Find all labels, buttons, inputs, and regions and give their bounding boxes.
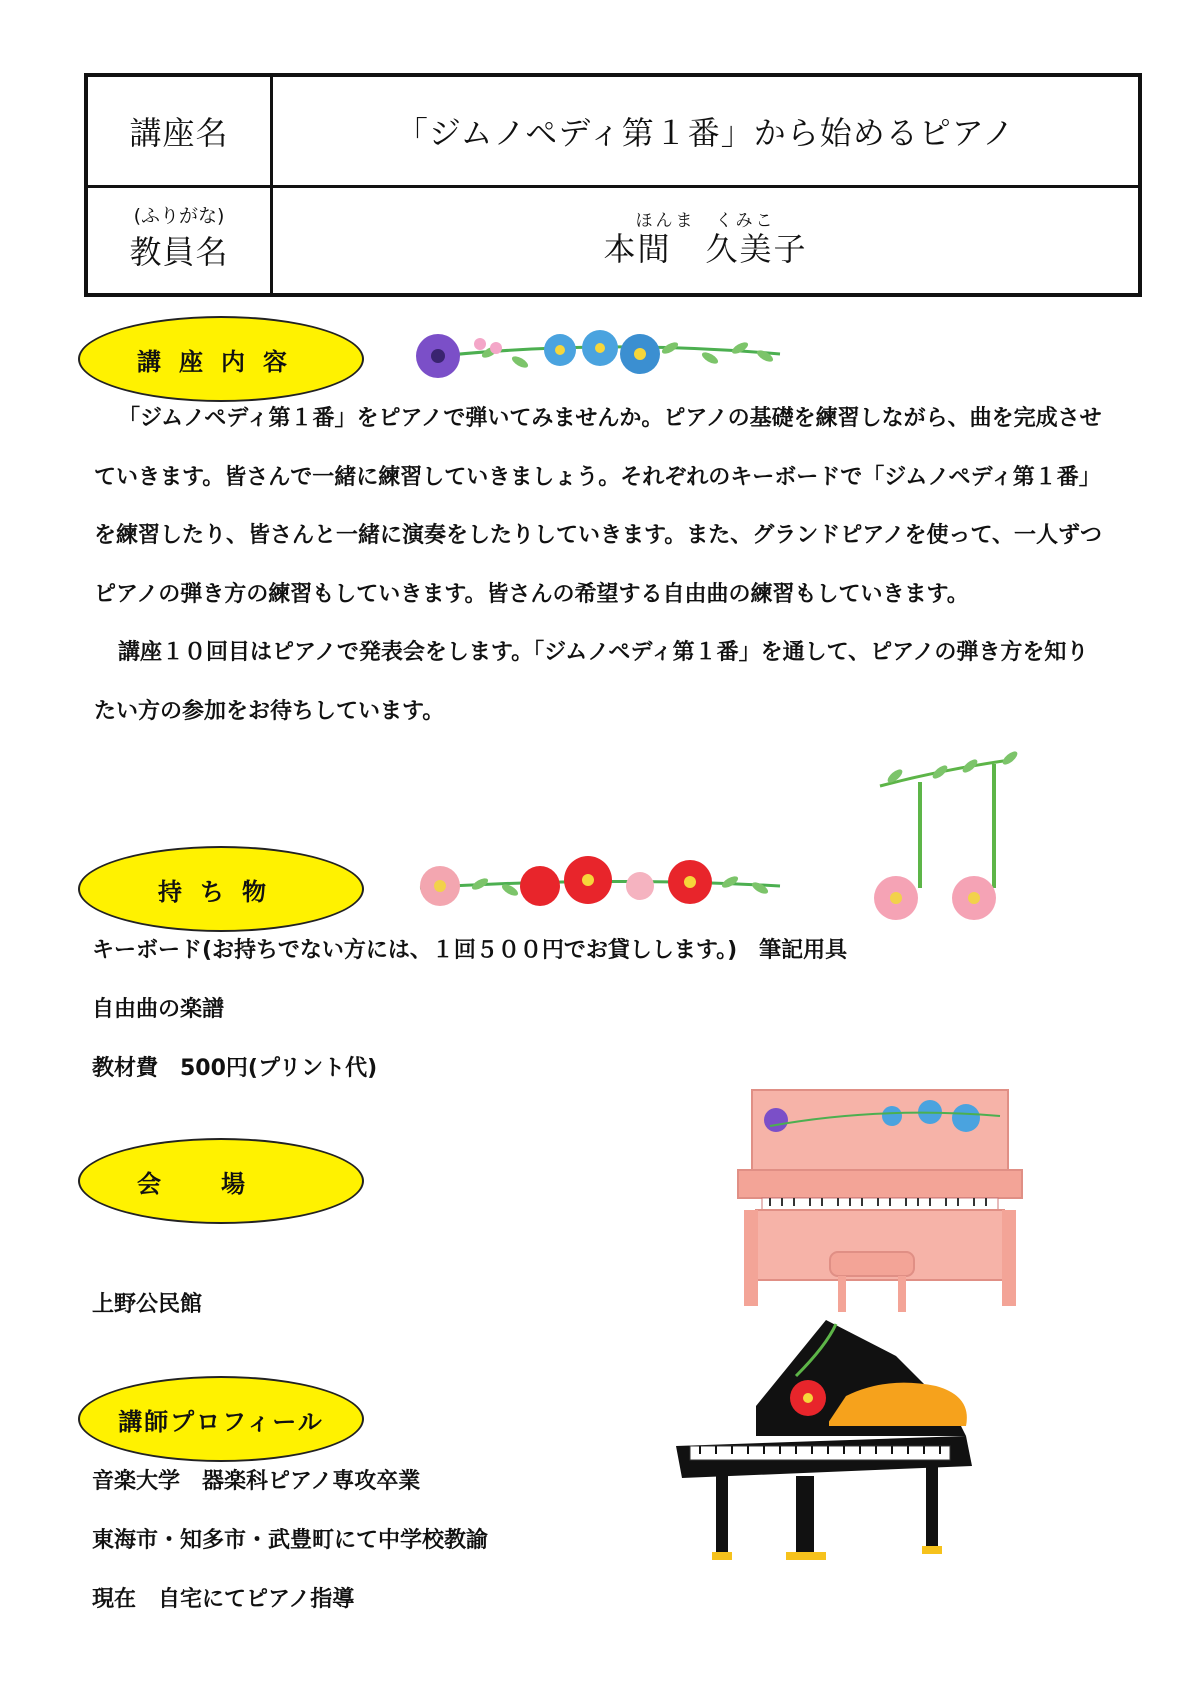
teacher-ruby: ほんま くみこ [635,211,776,231]
content-paragraph: 「ジムノペディ第１番」をピアノで弾いてみませんか。ピアノの基礎を練習しながら、曲を完成させていきます。皆さんで一緒に練習していきましょう。それぞれのキーボードで「ジムノペディ第１番」を練習したり、皆さんと一緒に演奏をしたりしていきます。また、グランドピアノを使って、一人ずつピアノの弾き方の練習もしていきます。皆さんの希望する自由曲の練習もしていきます。 [94,406,1103,607]
venue-heading: 会場 [78,1138,364,1224]
teacher-name-cell [273,185,1138,293]
course-title: 「ジムノペディ第１番」から始めるピアノ [395,114,1016,152]
course-title-cell [273,77,1138,185]
flower-garland-icon [410,318,790,390]
course-label: 講座名 [129,114,229,152]
belongings-line: 教材費 500円(プリント代) [92,1056,378,1081]
teacher-row [88,185,1138,293]
profile-line: 東海市・知多市・武豊町にて中学校教諭 [92,1528,489,1553]
content-heading: 講座内容 [78,316,364,402]
furigana-label: (ふりがな) [133,205,225,227]
course-info-table [84,73,1142,297]
course-label-cell [88,77,273,185]
red-flower-garland-icon [410,848,790,920]
music-note-flower-icon [870,748,1040,928]
belongings-line: キーボード(お持ちでない方には、１回５００円でお貸しします。) 筆記用具 [92,938,848,963]
course-row [88,77,1138,188]
teacher-label-cell [88,185,273,293]
upright-piano-icon [730,1086,1030,1326]
content-body [94,390,1104,741]
teacher-name: 本間 久美子 [603,230,808,268]
profile-line: 現在 自宅にてピアノ指導 [92,1587,355,1612]
teacher-label: 教員名 [129,233,229,271]
belongings-heading: 持ち物 [78,846,364,932]
grand-piano-icon [676,1316,976,1576]
profile-heading: 講師プロフィール [78,1376,364,1462]
profile-line: 音楽大学 器楽科ピアノ専攻卒業 [92,1469,421,1494]
content-paragraph: 講座１０回目はピアノで発表会をします。「ジムノペディ第１番」を通して、ピアノの弾き方を知りたい方の参加をお待ちしています。 [94,640,1089,724]
venue-place: 上野公民館 [92,1292,203,1317]
belongings-line: 自由曲の楽譜 [92,997,225,1022]
